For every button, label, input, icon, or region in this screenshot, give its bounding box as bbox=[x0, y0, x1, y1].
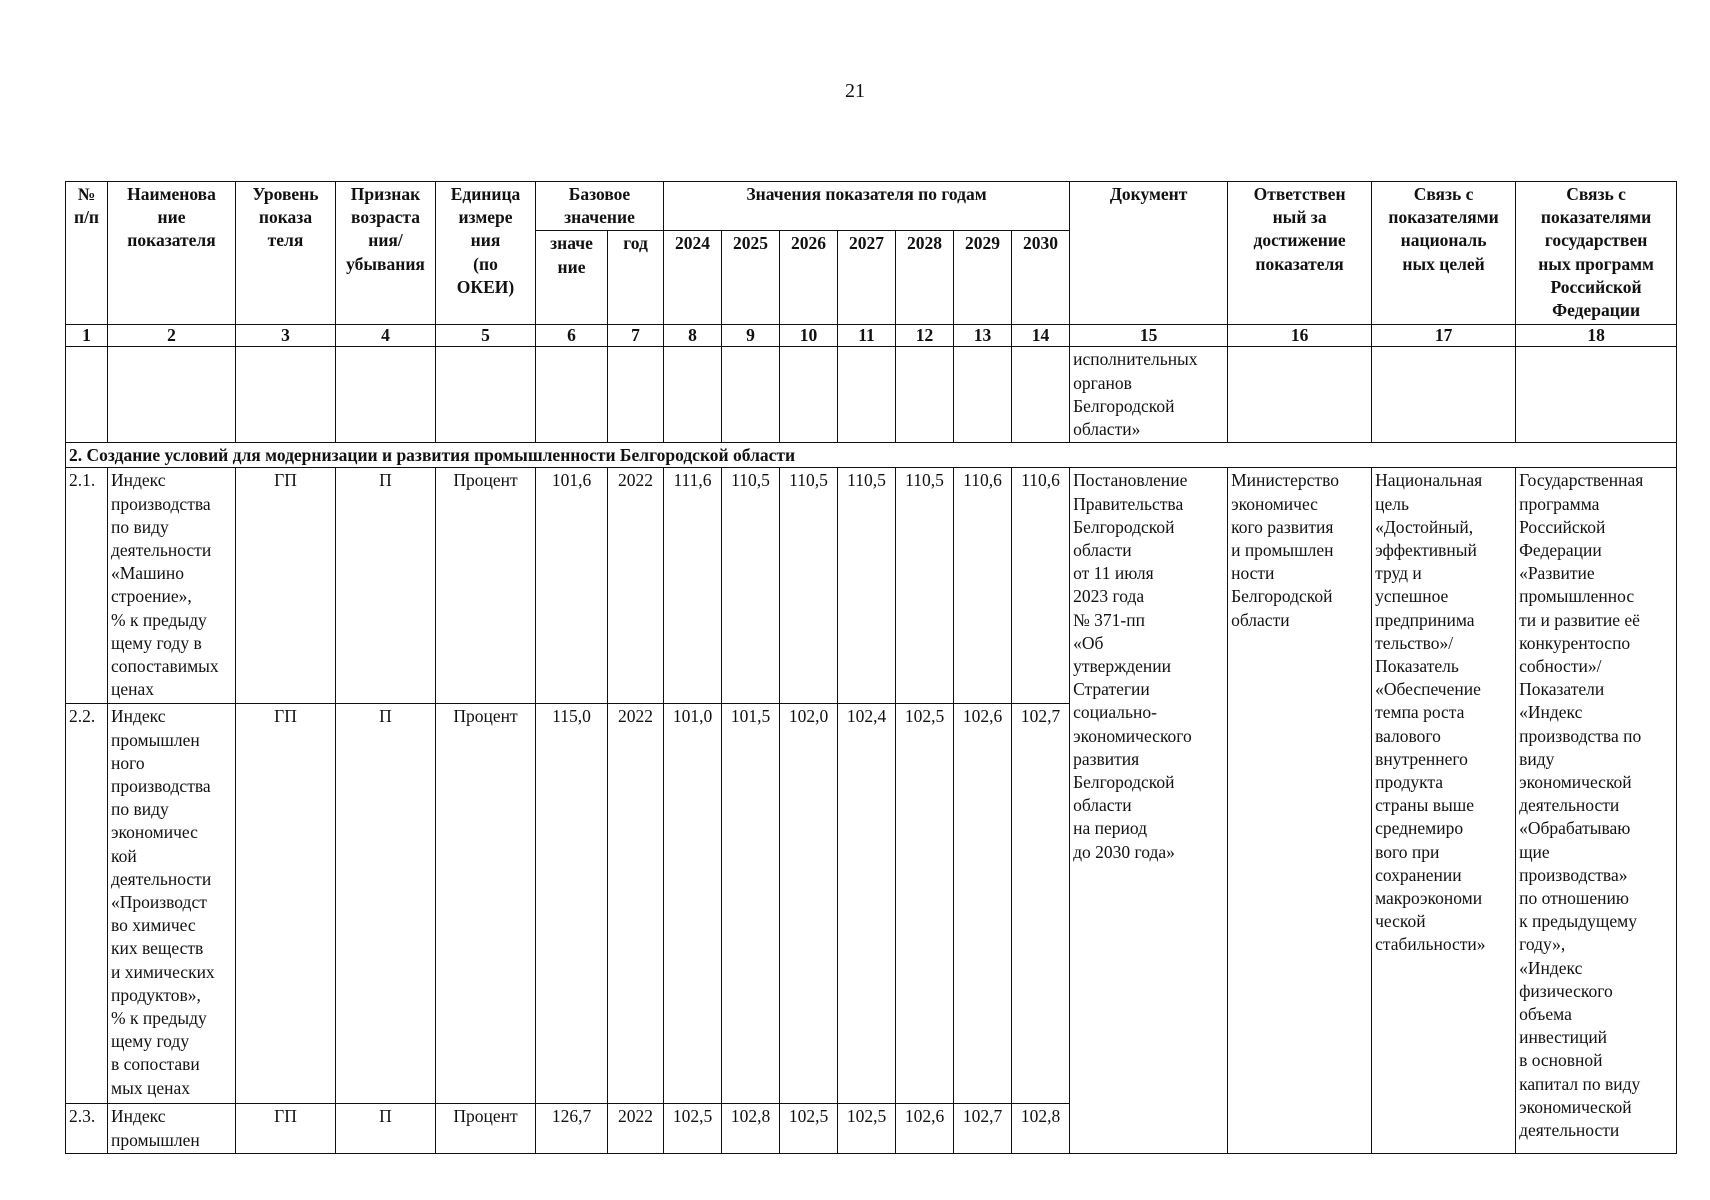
column-number: 1 bbox=[66, 325, 108, 347]
value-2025: 110,5 bbox=[722, 468, 780, 704]
value-2030: 102,8 bbox=[1012, 1104, 1070, 1153]
column-number: 9 bbox=[722, 325, 780, 347]
header-name: Наименова ние показателя bbox=[108, 182, 236, 325]
header-year: 2027 bbox=[838, 231, 896, 325]
header-document: Документ bbox=[1070, 182, 1228, 325]
header-year: 2030 bbox=[1012, 231, 1070, 325]
indicator-name: Индекс производства по виду деятельности «Машино строение», % к предыду щему году в сопоставимых ценах bbox=[108, 468, 236, 704]
continuation-document-cell: исполнительных органов Белгородской области» bbox=[1070, 347, 1228, 443]
column-number: 4 bbox=[336, 325, 436, 347]
value-2027: 102,5 bbox=[838, 1104, 896, 1153]
indicators-table bbox=[65, 181, 1677, 1154]
row-number: 2.3. bbox=[66, 1104, 108, 1153]
indicator-unit: Процент bbox=[436, 468, 536, 704]
header-state-programs: Связь с показателями государствен ных программ Российской Федерации bbox=[1516, 182, 1677, 325]
header-year: 2025 bbox=[722, 231, 780, 325]
indicator-trend: П bbox=[336, 468, 436, 704]
column-number: 6 bbox=[536, 325, 608, 347]
indicator-name: Индекс промышлен bbox=[108, 1104, 236, 1153]
indicator-level: ГП bbox=[236, 704, 336, 1104]
value-2025: 101,5 bbox=[722, 704, 780, 1104]
header-year: 2024 bbox=[664, 231, 722, 325]
column-number: 2 bbox=[108, 325, 236, 347]
continuation-row bbox=[66, 347, 1677, 443]
header-level: Уровень показа теля bbox=[236, 182, 336, 325]
column-number: 14 bbox=[1012, 325, 1070, 347]
header-responsible: Ответствен ный за достижение показателя bbox=[1228, 182, 1372, 325]
value-2024: 101,0 bbox=[664, 704, 722, 1104]
value-2030: 102,7 bbox=[1012, 704, 1070, 1104]
responsible-cell: Министерство экономичес кого развития и промышлен ности Белгородской области bbox=[1228, 468, 1372, 1153]
column-number: 3 bbox=[236, 325, 336, 347]
value-2026: 102,0 bbox=[780, 704, 838, 1104]
column-number: 8 bbox=[664, 325, 722, 347]
value-2024: 111,6 bbox=[664, 468, 722, 704]
header-no: № п/п bbox=[66, 182, 108, 325]
header-national-goals: Связь с показателями националь ных целей bbox=[1372, 182, 1516, 325]
indicator-unit: Процент bbox=[436, 1104, 536, 1153]
column-number: 13 bbox=[954, 325, 1012, 347]
column-number: 16 bbox=[1228, 325, 1372, 347]
base-value: 126,7 bbox=[536, 1104, 608, 1153]
value-2029: 102,7 bbox=[954, 1104, 1012, 1153]
value-2028: 102,6 bbox=[896, 1104, 954, 1153]
header-year: 2029 bbox=[954, 231, 1012, 325]
header-base-value: значе ние bbox=[536, 231, 608, 325]
column-number: 11 bbox=[838, 325, 896, 347]
base-year: 2022 bbox=[608, 704, 664, 1104]
value-2030: 110,6 bbox=[1012, 468, 1070, 704]
indicator-name: Индекс промышлен ного производства по виду экономичес кой деятельности «Производст во химичес ких веществ и химических продуктов», % к предыду щему году в сопостави мых ценах bbox=[108, 704, 236, 1104]
indicator-unit: Процент bbox=[436, 704, 536, 1104]
header-base-year: год bbox=[608, 231, 664, 325]
base-year: 2022 bbox=[608, 468, 664, 704]
base-value: 101,6 bbox=[536, 468, 608, 704]
value-2029: 110,6 bbox=[954, 468, 1012, 704]
value-2027: 102,4 bbox=[838, 704, 896, 1104]
column-number: 10 bbox=[780, 325, 838, 347]
indicator-level: ГП bbox=[236, 468, 336, 704]
column-number: 5 bbox=[436, 325, 536, 347]
value-2025: 102,8 bbox=[722, 1104, 780, 1153]
state-programs-cell: Государственная программа Российской Федерации «Развитие промышленнос ти и развитие её конкурентоспо собности»/ Показатели «Индекс производства по виду экономической деятельности «Обрабатываю щие производства» по отношению к предыдущему году», «Индекс физического объема инвестиций в основной капитал по виду экономической деятельности bbox=[1516, 468, 1677, 1153]
section-title: 2. Создание условий для модернизации и развития промышленности Белгородской области bbox=[66, 443, 1677, 468]
column-number: 18 bbox=[1516, 325, 1677, 347]
table-row bbox=[66, 468, 1677, 704]
value-2028: 110,5 bbox=[896, 468, 954, 704]
value-2026: 110,5 bbox=[780, 468, 838, 704]
column-number: 7 bbox=[608, 325, 664, 347]
header-trend: Признак возраста ния/ убывания bbox=[336, 182, 436, 325]
column-number: 12 bbox=[896, 325, 954, 347]
indicator-level: ГП bbox=[236, 1104, 336, 1153]
indicator-trend: П bbox=[336, 1104, 436, 1153]
value-2029: 102,6 bbox=[954, 704, 1012, 1104]
header-years-group: Значения показателя по годам bbox=[664, 182, 1070, 231]
header-base: Базовое значение bbox=[536, 182, 664, 231]
national-goals-cell: Национальная цель «Достойный, эффективный труд и успешное предпринима тельство»/ Показатель «Обеспечение темпа роста валового внутреннего продукта страны выше среднемиро вого при сохранении макроэкономи ческой стабильности» bbox=[1372, 468, 1516, 1153]
base-year: 2022 bbox=[608, 1104, 664, 1153]
row-number: 2.2. bbox=[66, 704, 108, 1104]
header-unit: Единица измере ния (по ОКЕИ) bbox=[436, 182, 536, 325]
column-number: 15 bbox=[1070, 325, 1228, 347]
value-2024: 102,5 bbox=[664, 1104, 722, 1153]
header-year: 2028 bbox=[896, 231, 954, 325]
indicator-trend: П bbox=[336, 704, 436, 1104]
page-number: 21 bbox=[845, 80, 865, 102]
column-number: 17 bbox=[1372, 325, 1516, 347]
base-value: 115,0 bbox=[536, 704, 608, 1104]
row-number: 2.1. bbox=[66, 468, 108, 704]
document-cell: Постановление Правительства Белгородской области от 11 июля 2023 года № 371-пп «Об утверждении Стратегии социально- экономического развития Белгородской области на период до 2030 года» bbox=[1070, 468, 1228, 1153]
value-2028: 102,5 bbox=[896, 704, 954, 1104]
header-year: 2026 bbox=[780, 231, 838, 325]
value-2027: 110,5 bbox=[838, 468, 896, 704]
value-2026: 102,5 bbox=[780, 1104, 838, 1153]
